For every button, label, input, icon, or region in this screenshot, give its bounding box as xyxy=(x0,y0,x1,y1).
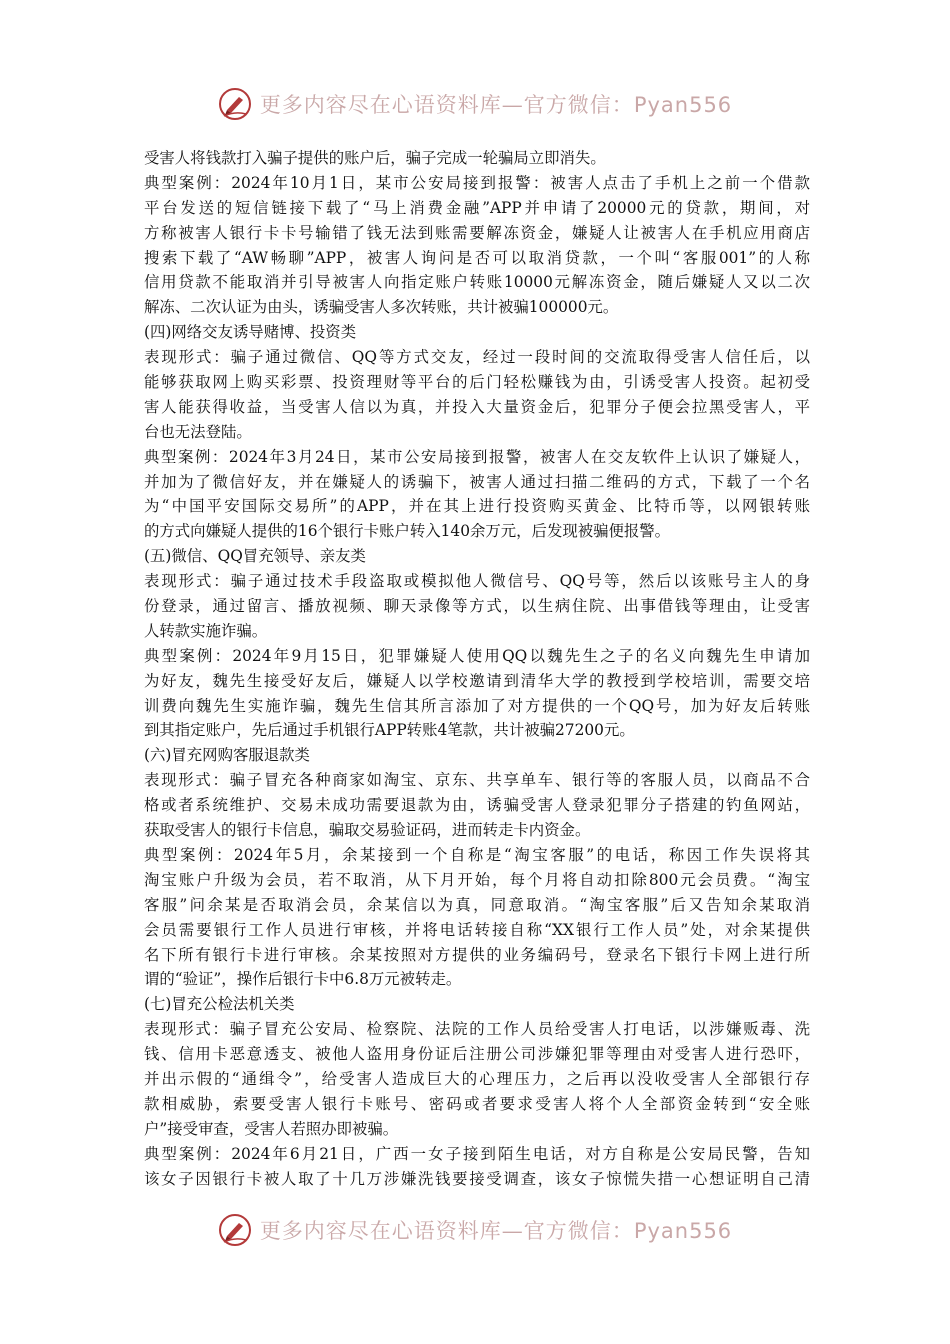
text-line: 受害人将钱款打入骗子提供的账户后，骗子完成一轮骗局立即消失。 xyxy=(144,149,606,167)
text-line: 台也无法登陆。 xyxy=(144,422,252,441)
text-line: 典型案例：2024年5月，余某接到一个自称是“淘宝客服”的电话，称因工作失误将其 xyxy=(144,845,810,864)
text-line: 平台发送的短信链接下载了“马上消费金融”APP并申请了20000元的贷款，期间，对 xyxy=(144,198,810,217)
text-line: 并加为了微信好友，并在嫌疑人的诱骗下，被害人通过扫描二维码的方式，下载了一个名 xyxy=(144,472,810,491)
text-line: 该女子因银行卡被人取了十几万涉嫌洗钱要接受调查，该女子惊慌失措一心想证明自己清 xyxy=(144,1169,810,1188)
text-line: 的方式向嫌疑人提供的16个银行卡账户转入140余万元，后发现被骗便报警。 xyxy=(144,522,671,541)
text-line: 典型案例：2024年9月15日，犯罪嫌疑人使用QQ以魏先生之子的名义向魏先生申请加 xyxy=(144,646,810,665)
text-line: 款相威胁，索要受害人银行卡账号、密码或者要求受害人将个人全部资金转到“安全账 xyxy=(144,1094,810,1113)
text-line: 人转款实施诈骗。 xyxy=(144,621,268,640)
footer-watermark xyxy=(0,1210,950,1250)
text-line: 获取受害人的银行卡信息，骗取交易验证码，进而转走卡内资金。 xyxy=(144,821,591,840)
text-line: 解冻、二次认证为由头，诱骗受害人多次转账，共计被骗100000元。 xyxy=(144,298,619,317)
text-line: 方称被害人银行卡卡号输错了钱无法到账需要解冻资金，嫌疑人让被害人在手机应用商店 xyxy=(144,223,810,242)
pen-on-paper-logo-icon xyxy=(218,87,252,121)
text-line: 户”接受审查，受害人若照办即被骗。 xyxy=(144,1119,399,1138)
text-line: 会员需要银行工作人员进行审核，并将电话转接自称“XX银行工作人员”处，对余某提供 xyxy=(144,920,810,939)
text-line: 名下所有银行卡进行审核。余某按照对方提供的业务编码号，登录名下银行卡网上进行所 xyxy=(144,945,810,964)
text-line: 搜索下载了“AW畅聊”APP，被害人询问是否可以取消贷款，一个叫“客服001”的人称 xyxy=(144,248,810,267)
text-line: 谓的“验证”，操作后银行卡中6.8万元被转走。 xyxy=(144,970,462,989)
section-heading: (七)冒充公检法机关类 xyxy=(144,995,295,1014)
text-line: 并出示假的“通缉令”，给受害人造成巨大的心理压力，之后再以没收受害人全部银行存 xyxy=(144,1069,810,1088)
text-line: 训费向魏先生实施诈骗，魏先生信其所言添加了对方提供的一个QQ号，加为好友后转账 xyxy=(144,696,810,715)
text-line: 淘宝账户升级为会员，若不取消，从下月开始，每个月将自动扣除800元会员费。“淘宝 xyxy=(144,870,810,889)
text-line: 客服”问余某是否取消会员，余某信以为真，同意取消。“淘宝客服”后又告知余某取消 xyxy=(144,895,810,914)
watermark-wechat-id: Pyan556 xyxy=(633,93,733,117)
section-heading: (六)冒充网购客服退款类 xyxy=(144,746,310,765)
text-line: 表现形式：骗子通过微信、QQ等方式交友，经过一段时间的交流取得受害人信任后，以 xyxy=(144,348,810,367)
header-watermark xyxy=(0,84,950,124)
pen-on-paper-logo-icon xyxy=(218,1213,252,1247)
watermark-text: 更多内容尽在心语资料库—官方微信：Pyan556 xyxy=(259,93,733,117)
text-line: 格或者系统维护、交易未成功需要退款为由，诱骗受害人登录犯罪分子搭建的钓鱼网站， xyxy=(144,796,810,815)
watermark-text: 更多内容尽在心语资料库—官方微信：Pyan556 xyxy=(259,1219,733,1243)
text-line: 典型案例：2024年10月1日，某市公安局接到报警：被害人点击了手机上之前一个借款 xyxy=(144,173,810,192)
section-heading: (五)微信、QQ冒充领导、亲友类 xyxy=(144,547,366,566)
text-line: 能够获取网上购买彩票、投资理财等平台的后门轻松赚钱为由，引诱受害人投资。起初受 xyxy=(144,373,810,392)
text-line: 为好友，魏先生接受好友后，嫌疑人以学校邀请到清华大学的教授到学校培训，需要交培 xyxy=(144,671,810,690)
text-line: 典型案例：2024年3月24日，某市公安局接到报警，被害人在交友软件上认识了嫌疑人， xyxy=(144,447,810,466)
text-line: 份登录，通过留言、播放视频、聊天录像等方式，以生病住院、出事借钱等理由，让受害 xyxy=(144,597,810,616)
text-line: 到其指定账户，先后通过手机银行APP转账4笔款，共计被骗27200元。 xyxy=(144,721,635,740)
section-heading: (四)网络交友诱导赌博、投资类 xyxy=(144,323,357,342)
text-line: 害人能获得收益，当受害人信以为真，并投入大量资金后，犯罪分子便会拉黑受害人，平 xyxy=(144,397,810,416)
text-line: 为“中国平安国际交易所”的APP，并在其上进行投资购买黄金、比特币等，以网银转账 xyxy=(144,497,810,516)
text-line: 典型案例：2024年6月21日，广西一女子接到陌生电话，对方自称是公安局民警，告知 xyxy=(144,1144,810,1163)
text-line: 表现形式：骗子冒充公安局、检察院、法院的工作人员给受害人打电话，以涉嫌贩毒、洗 xyxy=(144,1020,810,1039)
document-body xyxy=(144,146,810,1191)
text-line: 信用贷款不能取消并引导被害人向指定账户转账10000元解冻资金，随后嫌疑人又以二次 xyxy=(144,273,810,292)
text-line: 表现形式：骗子冒充各种商家如淘宝、京东、共享单车、银行等的客服人员，以商品不合 xyxy=(144,771,810,790)
text-line: 钱、信用卡恶意透支、被他人盗用身份证后注册公司涉嫌犯罪等理由对受害人进行恐吓， xyxy=(144,1045,810,1064)
watermark-wechat-id: Pyan556 xyxy=(633,1219,733,1243)
text-line: 表现形式：骗子通过技术手段盗取或模拟他人微信号、QQ号等，然后以该账号主人的身 xyxy=(144,572,810,591)
